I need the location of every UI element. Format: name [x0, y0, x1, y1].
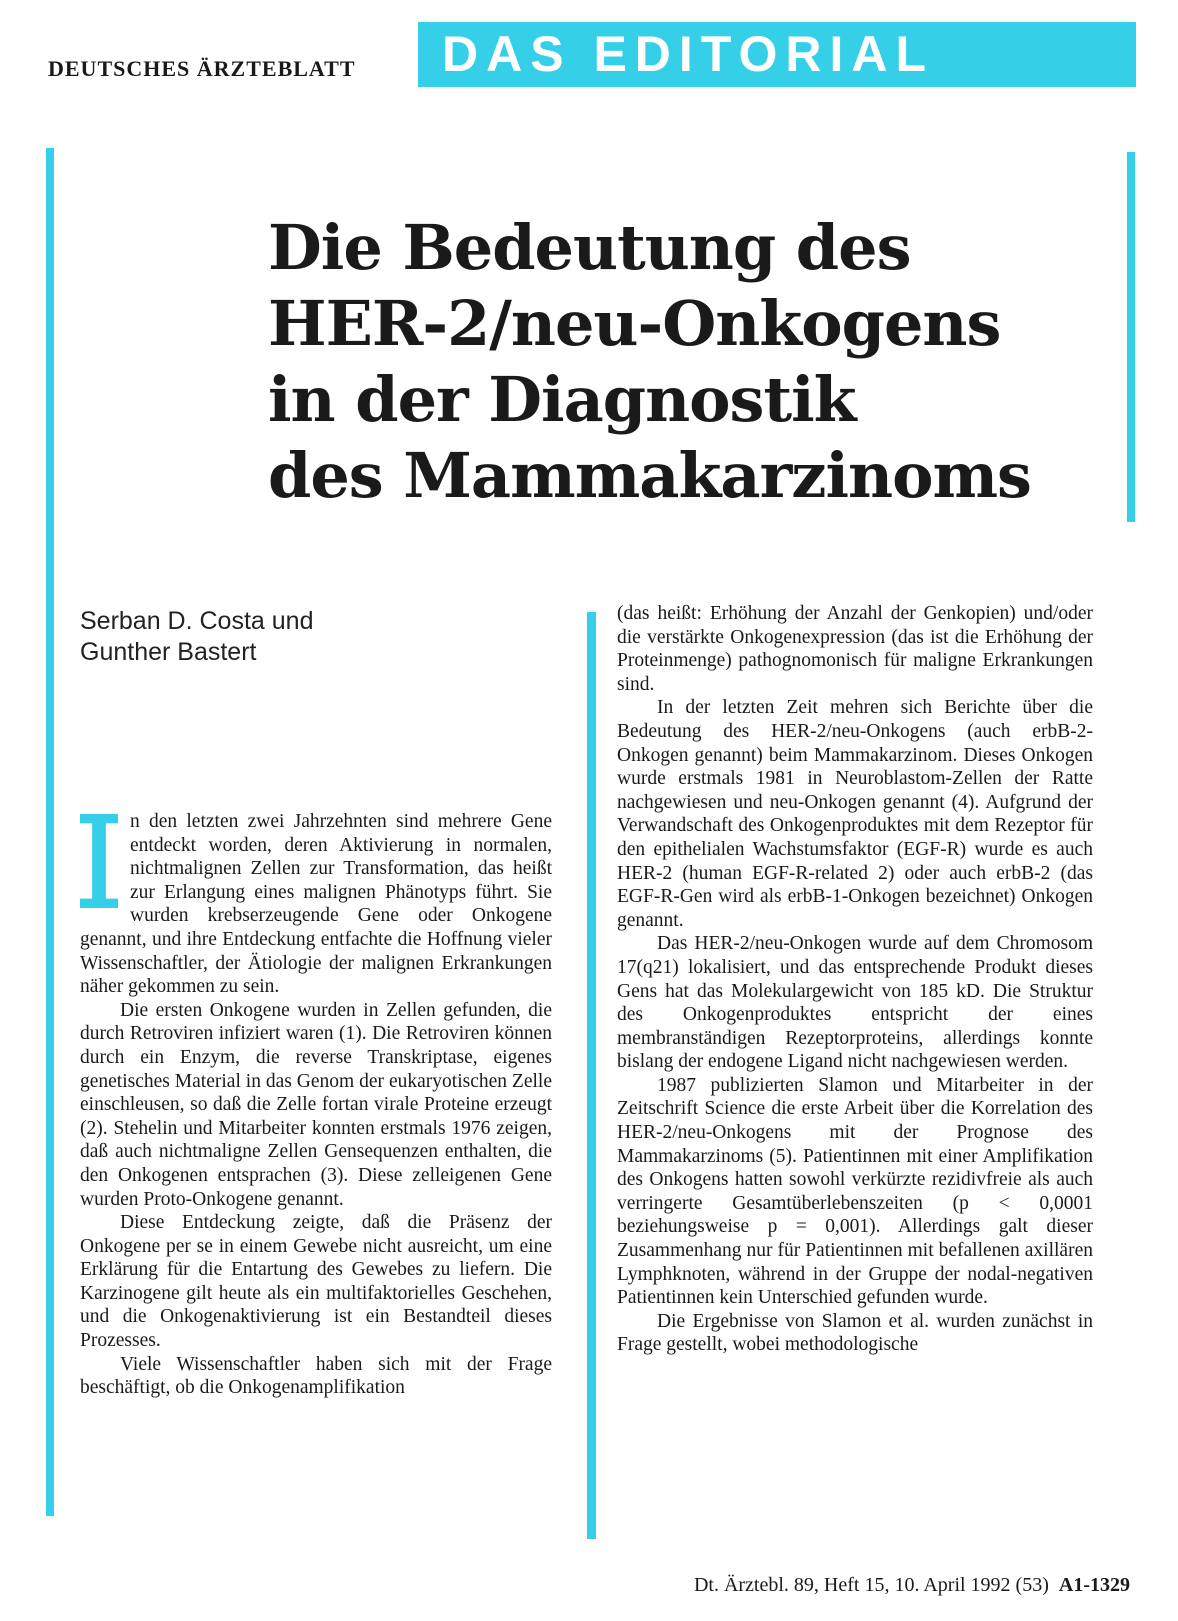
paragraph: Viele Wissenschaftler haben sich mit der Frage beschäftigt, ob die Onkogenamplifikation — [80, 1353, 552, 1399]
paragraph — [80, 810, 552, 999]
paragraph: Diese Entdeckung zeigte, daß die Präsenz der Onkogene per se in einem Gewebe nicht ausreicht, um eine Erklärung für die Entartung des Gewebes zu liefern. Die Karzinogene gilt heute als ein multifaktorielles Geschehen, und die Onkogenaktivierung ist ein Bestandteil dieses Prozesses. — [80, 1212, 552, 1352]
paragraph-text: n den letzten zwei Jahrzehnten sind mehrere Gene entdeckt worden, deren Aktivierung in normalen, nichtmalignen Zellen zur Transformation, das heißt zur Erlangung eines malignen Phänotyps führt. Sie wurden krebserzeugende Gene oder Onkogene genannt, und ihre Entdeckung entfachte die Hoffnung vieler Wissenschaftler, der Ätiologie der malignen Erkrankungen näher gekommen zu sein. — [80, 811, 552, 998]
paragraph: Das HER-2/neu-Onkogen wurde auf dem Chromosom 17(q21) lokalisiert, und das entsprechende Produkt dieses Gens hat das Molekulargewicht von 185 kD. Die Struktur des Onkogenproduktes entspricht der eines membranständigen Rezeptorproteins, allerdings konnte bislang der endogene Ligand nicht nachgewiesen werden. — [617, 933, 1093, 1073]
accent-bar-left — [46, 148, 54, 1516]
paragraph: In der letzten Zeit mehren sich Berichte über die Bedeutung des HER-2/neu-Onkogens (auch erbB-2-Onkogen genannt) beim Mammakarzinom. Dieses Onkogen wurde erstmals 1981 in Neuroblastom-Zellen der Ratte nachgewiesen und neu-Onkogen genannt (4). Aufgrund der Verwandschaft des Onkogenproduktes mit dem Rezeptor für den epithelialen Wachstumsfaktor (EGF-R) wurde es auch HER-2 (human EGF-R-related 2) oder auch erbB-2 (das EGF-R-Gen wird als erbB-1-Onkogen bezeichnet) Onkogen genannt. — [617, 697, 1093, 931]
journal-name: DEUTSCHES ÄRZTEBLATT — [48, 56, 356, 81]
author-line: Gunther Bastert — [80, 638, 257, 666]
paragraph: (das heißt: Erhöhung der Anzahl der Genkopien) und/oder die verstärkte Onkogenexpression (das ist die Erhöhung der Proteinmenge) pathognomonisch für maligne Erkrankungen sind. — [617, 603, 1093, 695]
author-line: Serban D. Costa und — [80, 607, 314, 635]
accent-bar-column-divider — [587, 612, 596, 1539]
title-line: HER-2/neu-Onkogens — [268, 287, 1001, 360]
footer-citation: Dt. Ärztebl. 89, Heft 15, 10. April 1992 (53) — [693, 1574, 1049, 1596]
accent-bar-right — [1127, 152, 1135, 522]
article-title — [268, 210, 1118, 514]
section-banner: DAS EDITORIAL — [418, 22, 1136, 87]
page-number: A1-1329 — [1058, 1574, 1130, 1596]
title-line: Die Bedeutung des — [268, 211, 911, 284]
paragraph: Die Ergebnisse von Slamon et al. wurden zunächst in Frage gestellt, wobei methodologische — [617, 1310, 1093, 1356]
paragraph: 1987 publizierten Slamon und Mitarbeiter in der Zeitschrift Science die erste Arbeit über die Korrelation des HER-2/neu-Onkogens mit der Prognose des Mammakarzinoms (5). Patientinnen mit einer Amplifikation des Onkogens hatten sowohl verkürzte rezidivfreie als auch verringerte Gesamtüberlebenszeiten (p < 0,0001 beziehungsweise p = 0,001). Allerdings galt dieser Zusammenhang nur für Patientinnen mit befallenen axillären Lymphknoten, während in der Gruppe der nodal-negativen Patientinnen kein Unterschied gefunden wurde. — [617, 1074, 1093, 1309]
text-column-right — [617, 602, 1093, 1357]
dropcap-letter — [80, 814, 118, 908]
title-line: des Mammakarzinoms — [268, 439, 1031, 512]
title-line: in der Diagnostik — [268, 363, 856, 436]
text-column-left — [80, 810, 552, 1400]
paragraph: Die ersten Onkogene wurden in Zellen gefunden, die durch Retroviren infiziert waren (1). Die Retroviren können durch ein Enzym, die reverse Transkriptase, eigenes genetisches Material in das Genom der eukaryotischen Zelle einschleusen, so daß die Zelle fortan virale Proteine erzeugt (2). Stehelin und Mitarbeiter konnten erstmals 1976 zeigen, daß auch nichtmaligne Zellen Gensequenzen enthalten, die den Onkogenen entsprachen (3). Diese zelleigenen Gene wurden Proto-Onkogene genannt. — [80, 999, 552, 1210]
article-authors — [80, 606, 313, 668]
page-footer — [694, 1574, 1130, 1597]
